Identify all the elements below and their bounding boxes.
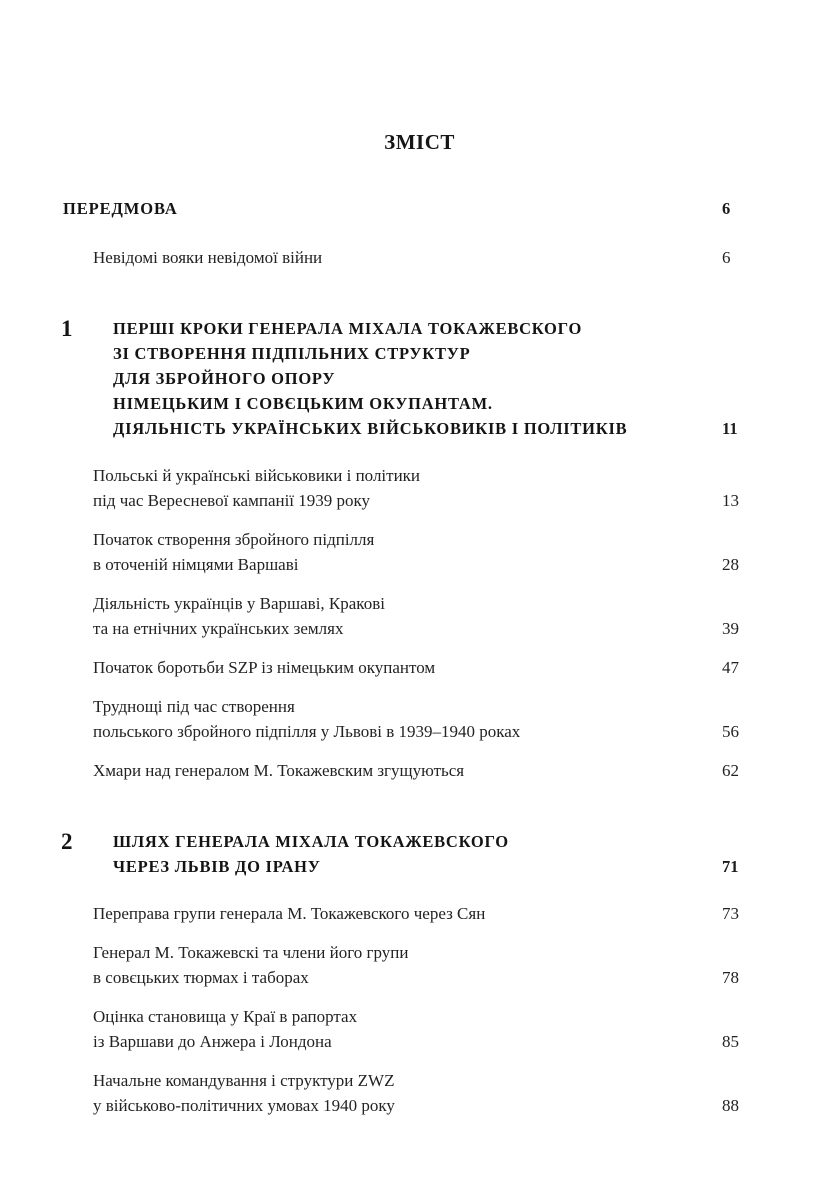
chapter-title-line: ДІЯЛЬНІСТЬ УКРАЇНСЬКИХ ВІЙСЬКОВИКІВ І ПОЛІТИКІВ: [113, 419, 628, 438]
chapter-number: 1: [61, 316, 73, 341]
section-line: Польські й українські військовики і політики: [93, 466, 421, 485]
section-text: [0, 527, 839, 577]
section-line: Генерал М. Токажевскі та члени його групи: [93, 943, 409, 962]
toc-section-entry[interactable]: [0, 245, 839, 270]
spacer: [0, 577, 839, 591]
section-page-number: 39: [722, 619, 739, 638]
section-line: польського збройного підпілля у Львові в 1939–1940 роках: [93, 722, 521, 741]
chapter-title-text: [0, 316, 839, 441]
spacer: [0, 221, 839, 245]
section-line: Начальне командування і структури ZWZ: [93, 1071, 395, 1090]
spacer: [0, 744, 839, 758]
toc-section-entry[interactable]: [0, 940, 839, 990]
chapter-title-line: ЗІ СТВОРЕННЯ ПІДПІЛЬНИХ СТРУКТУР: [113, 344, 471, 363]
section-page-number: 78: [722, 968, 739, 987]
spacer: [0, 926, 839, 940]
toc-entries-list: [0, 196, 839, 1118]
toc-section-entry[interactable]: [0, 901, 839, 926]
section-page-number: 62: [722, 761, 739, 780]
section-text: [0, 463, 839, 513]
front-matter-heading-text: [0, 196, 839, 221]
section-text: [0, 655, 839, 680]
chapter-title-line: НІМЕЦЬКИМ І СОВЄЦЬКИМ ОКУПАНТАМ.: [113, 394, 493, 413]
section-line: Початок боротьби SZP із німецьким окупантом: [93, 658, 436, 677]
section-text: [0, 940, 839, 990]
section-line: у військово-політичних умовах 1940 року: [93, 1096, 395, 1115]
section-text: [0, 591, 839, 641]
section-page-number: 85: [722, 1032, 739, 1051]
spacer: [0, 441, 839, 463]
toc-section-entry[interactable]: [0, 527, 839, 577]
section-page-number: 13: [722, 491, 739, 510]
section-line: Оцінка становища у Краї в рапортах: [93, 1007, 358, 1026]
section-page-number: 28: [722, 555, 739, 574]
toc-section-entry[interactable]: [0, 758, 839, 783]
spacer: [0, 641, 839, 655]
section-page-number: 88: [722, 1096, 739, 1115]
section-page-number: 73: [722, 904, 739, 923]
spacer: [0, 513, 839, 527]
front-matter-heading-page-number: 6: [722, 199, 731, 218]
spacer: [0, 783, 839, 829]
chapter-title-line: ПЕРШІ КРОКИ ГЕНЕРАЛА МІХАЛА ТОКАЖЕВСКОГО: [113, 319, 583, 338]
spacer: [0, 879, 839, 901]
section-line: Хмари над генералом М. Токажевским згущуються: [93, 761, 465, 780]
toc-chapter-heading[interactable]: [0, 316, 839, 441]
spacer: [0, 1054, 839, 1068]
section-text: [0, 1068, 839, 1118]
toc-section-entry[interactable]: [0, 591, 839, 641]
section-line: під час Вересневої кампанії 1939 року: [93, 491, 371, 510]
chapter-title-line: ДЛЯ ЗБРОЙНОГО ОПОРУ: [113, 369, 336, 388]
front-matter-heading-line: ПЕРЕДМОВА: [63, 199, 178, 218]
toc-front-matter-heading[interactable]: [0, 196, 839, 221]
toc-section-entry[interactable]: [0, 1068, 839, 1118]
section-text: [0, 901, 839, 926]
section-text: [0, 758, 839, 783]
section-line: із Варшави до Анжера і Лондона: [93, 1032, 332, 1051]
chapter-number: 2: [61, 829, 73, 854]
section-page-number: 6: [722, 248, 731, 267]
section-line: Діяльність українців у Варшаві, Кракові: [93, 594, 385, 613]
toc-section-entry[interactable]: [0, 463, 839, 513]
spacer: [0, 990, 839, 1004]
chapter-page-number: 71: [722, 857, 739, 876]
section-line: Початок створення збройного підпілля: [93, 530, 375, 549]
toc-section-entry[interactable]: [0, 694, 839, 744]
toc-section-entry[interactable]: [0, 1004, 839, 1054]
toc-section-entry[interactable]: [0, 655, 839, 680]
chapter-title-text: [0, 829, 839, 879]
section-line: в совєцьких тюрмах і таборах: [93, 968, 309, 987]
section-page-number: 56: [722, 722, 739, 741]
section-text: [0, 245, 839, 270]
section-line: та на етнічних українських землях: [93, 619, 344, 638]
section-line: в оточеній німцями Варшаві: [93, 555, 299, 574]
spacer: [0, 270, 839, 316]
section-page-number: 47: [722, 658, 739, 677]
section-text: [0, 1004, 839, 1054]
section-line: Переправа групи генерала М. Токажевского через Сян: [93, 904, 486, 923]
section-line: Невідомі вояки невідомої війни: [93, 248, 323, 267]
chapter-page-number: 11: [722, 419, 738, 438]
section-line: Труднощі під час створення: [93, 697, 295, 716]
toc-chapter-heading[interactable]: [0, 829, 839, 879]
chapter-title-line: ШЛЯХ ГЕНЕРАЛА МІХАЛА ТОКАЖЕВСКОГО: [113, 832, 509, 851]
chapter-title-line: ЧЕРЕЗ ЛЬВІВ ДО ІРАНУ: [113, 857, 321, 876]
section-text: [0, 694, 839, 744]
spacer: [0, 680, 839, 694]
page-title: ЗМІСТ: [384, 130, 455, 154]
